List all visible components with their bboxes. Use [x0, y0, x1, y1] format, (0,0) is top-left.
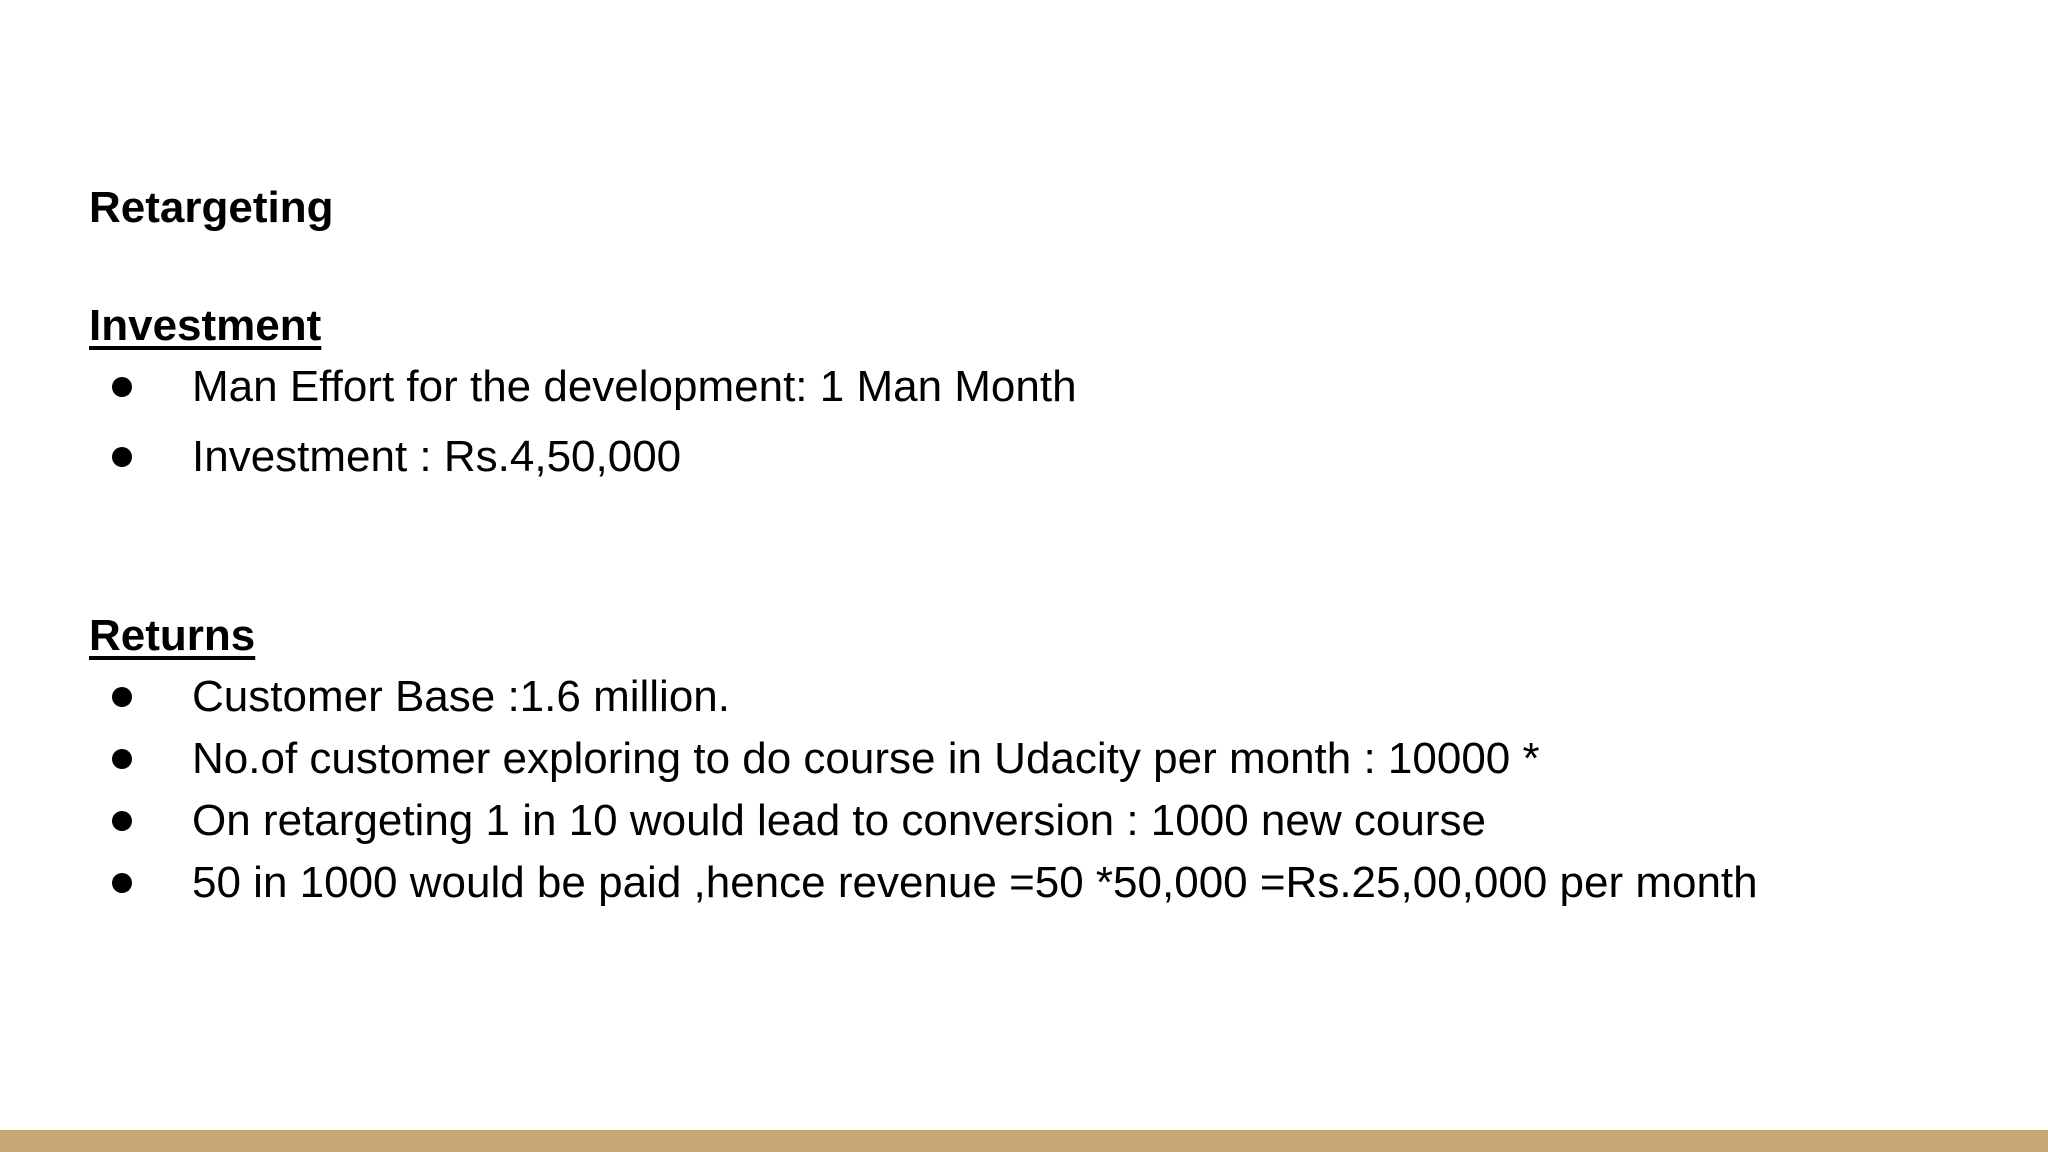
- list-item: [89, 356, 1989, 418]
- bullet-icon: [112, 687, 132, 707]
- bullet-icon: [112, 447, 132, 467]
- list-item-text: 50 in 1000 would be paid ,hence revenue =50 *50,000 =Rs.25,00,000 per month: [192, 858, 1758, 907]
- list-item-text: No.of customer exploring to do course in Udacity per month : 10000 *: [192, 734, 1540, 783]
- slide-title: Retargeting: [89, 183, 334, 232]
- list-item: [89, 426, 1989, 488]
- investment-list: [89, 356, 1989, 488]
- list-item-text: Man Effort for the development: 1 Man Month: [192, 362, 1077, 411]
- bullet-icon: [112, 873, 132, 893]
- slide-content: [89, 178, 1989, 914]
- bullet-icon: [112, 811, 132, 831]
- list-item-text: Investment : Rs.4,50,000: [192, 432, 682, 481]
- list-item: [89, 666, 1989, 728]
- list-item-text: Customer Base :1.6 million.: [192, 672, 730, 721]
- list-item-text: On retargeting 1 in 10 would lead to conversion : 1000 new course: [192, 796, 1486, 845]
- bullet-icon: [112, 377, 132, 397]
- returns-heading: Returns: [89, 611, 256, 660]
- section-spacer: [89, 496, 1989, 606]
- list-item: [89, 728, 1989, 790]
- list-item: [89, 790, 1989, 852]
- returns-list: [89, 666, 1989, 914]
- footer-bar: [0, 1130, 2048, 1152]
- bullet-icon: [112, 749, 132, 769]
- list-item: [89, 852, 1989, 914]
- investment-heading: Investment: [89, 301, 322, 350]
